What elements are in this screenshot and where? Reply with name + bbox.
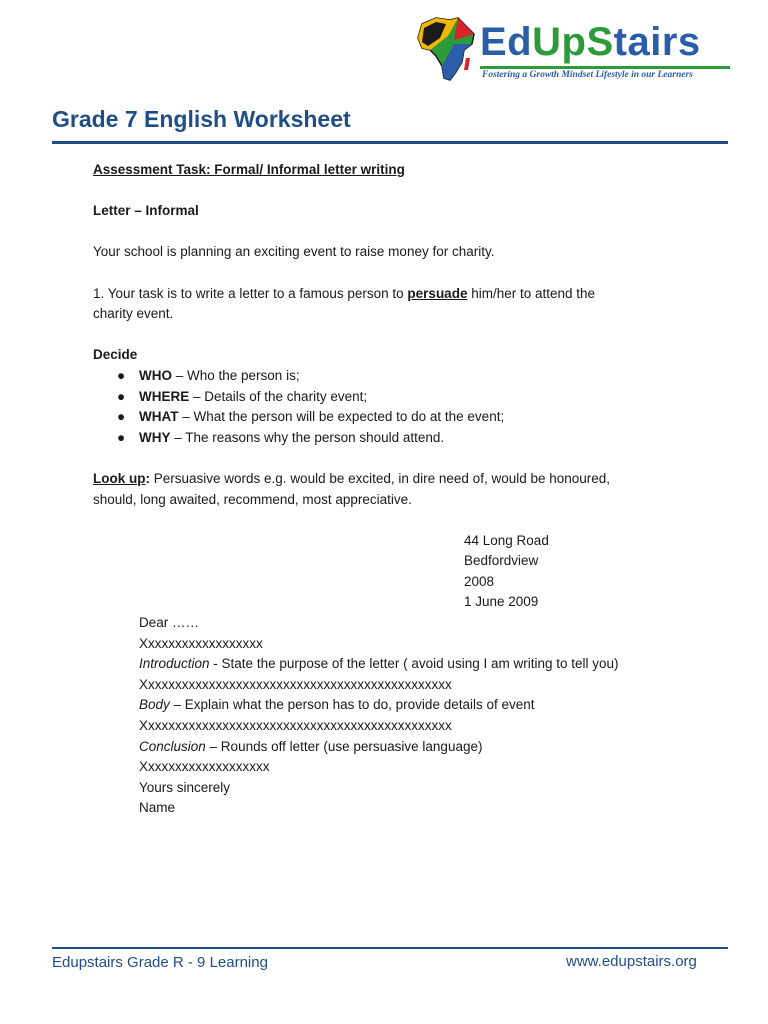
list-item: ● WHERE – Details of the charity event;	[93, 387, 693, 408]
assessment-heading: Assessment Task: Formal/ Informal letter writing	[93, 162, 405, 177]
africa-map-flag-icon	[414, 14, 480, 84]
greeting: Dear ……	[139, 615, 200, 631]
logo-wordmark: EdUpStairs	[480, 20, 701, 64]
bullet-icon: ●	[117, 388, 126, 404]
decide-heading: Decide	[93, 347, 138, 363]
decide-list	[93, 366, 693, 448]
logo-tagline: Fostering a Growth Mindset Lifestyle in our Learners	[482, 70, 693, 80]
persuade-keyword: persuade	[407, 285, 468, 301]
logo-underline	[480, 66, 730, 69]
closing: Yours sincerely	[139, 779, 231, 795]
list-item: ● WHAT – What the person will be expected to do at the event;	[93, 407, 693, 428]
title-divider	[52, 141, 728, 144]
sender-address	[93, 531, 693, 613]
worksheet-body	[93, 160, 693, 819]
bullet-icon: ●	[117, 409, 126, 425]
footer-website: www.edupstairs.org	[566, 953, 697, 970]
bullet-icon: ●	[117, 429, 126, 445]
signature-name: Name	[139, 800, 176, 816]
task-paragraph: 1. Your task is to write a letter to a famous person to persuade him/her to attend the charity event.	[93, 285, 596, 322]
placeholder-line: Xxxxxxxxxxxxxxxxxxxxxxxxxxxxxxxxxxxxxxxxxxxxxx	[139, 718, 452, 734]
lookup-paragraph: Look up: Persuasive words e.g. would be excited, in dire need of, would be honoured, should, long awaited, recommend, most appreciative.	[93, 470, 611, 507]
bullet-icon: ●	[117, 367, 126, 383]
address-line: 44 Long Road	[464, 532, 549, 548]
footer-left-text: Edupstairs Grade R - 9 Learning	[52, 954, 268, 971]
intro-paragraph: Your school is planning an exciting event to raise money for charity.	[93, 244, 495, 260]
edupstairs-logo	[414, 14, 732, 84]
address-line: Bedfordview	[464, 553, 539, 569]
introduction-line: Introduction - State the purpose of the letter ( avoid using I am writing to tell you)	[139, 656, 619, 672]
footer-divider	[52, 947, 728, 949]
letter-template	[93, 613, 693, 819]
list-item: ● WHO – Who the person is;	[93, 366, 693, 387]
placeholder-line: Xxxxxxxxxxxxxxxxxx	[139, 635, 263, 651]
list-item: ● WHY – The reasons why the person should attend.	[93, 428, 693, 449]
body-line: Body – Explain what the person has to do, provide details of event	[139, 697, 535, 713]
letter-type-heading: Letter – Informal	[93, 203, 199, 219]
conclusion-line: Conclusion – Rounds off letter (use persuasive language)	[139, 738, 483, 754]
address-line: 2008	[464, 573, 495, 589]
placeholder-line: Xxxxxxxxxxxxxxxxxxxxxxxxxxxxxxxxxxxxxxxxxxxxxx	[139, 676, 452, 692]
lookup-label: Look up	[93, 470, 146, 486]
placeholder-line: Xxxxxxxxxxxxxxxxxxx	[139, 759, 270, 775]
address-date: 1 June 2009	[464, 594, 539, 610]
page-title: Grade 7 English Worksheet	[52, 106, 351, 132]
